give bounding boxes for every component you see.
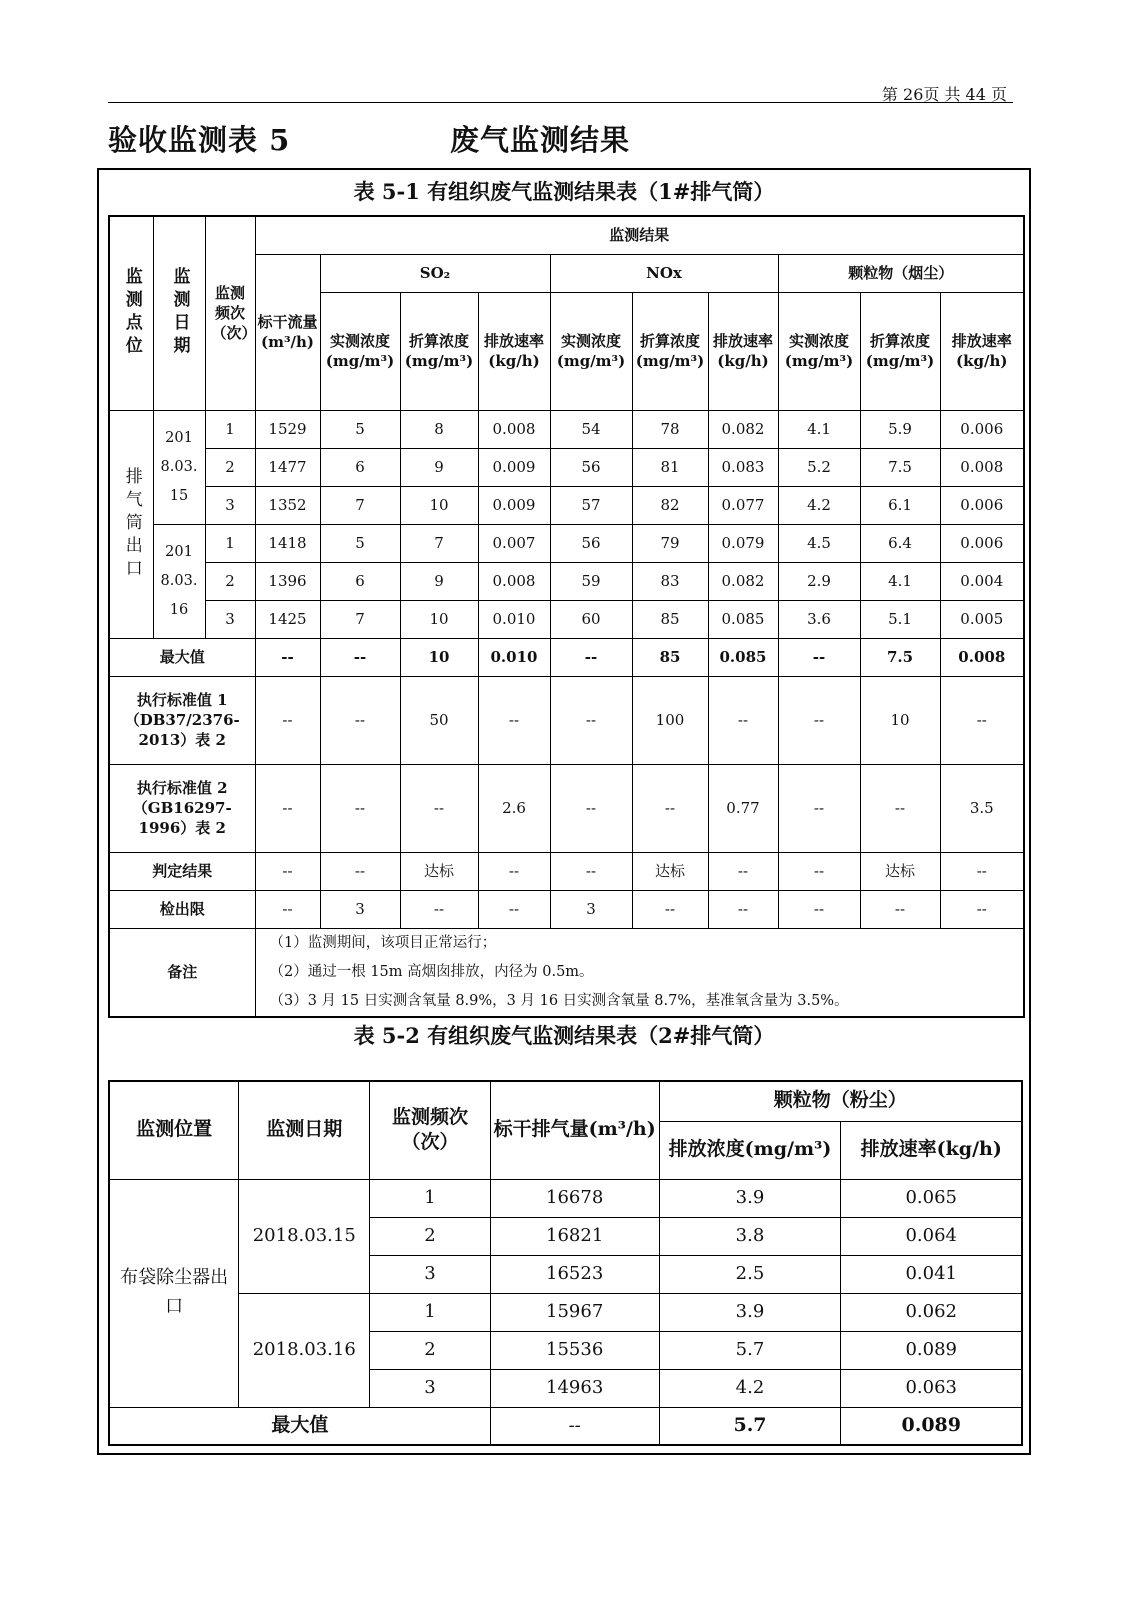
value-cell-so2-m: 5 xyxy=(320,410,400,448)
summary-cell: -- xyxy=(778,852,860,890)
value-cell-pm-c: 7.5 xyxy=(860,448,940,486)
summary-cell: 7.5 xyxy=(860,638,940,676)
summary-cell: 2.6 xyxy=(478,764,550,852)
value-cell-pm-c: 6.4 xyxy=(860,524,940,562)
value-cell-so2-m: 5 xyxy=(320,524,400,562)
value-cell-nox-r: 0.083 xyxy=(708,448,778,486)
remark-line: （2）通过一根 15m 高烟囱排放，内径为 0.5m。 xyxy=(269,963,594,980)
summary-cell: 达标 xyxy=(860,852,940,890)
header-flow: 标干流量(m³/h) xyxy=(255,254,320,410)
value-cell-flow: 16678 xyxy=(490,1179,659,1217)
summary-cell: -- xyxy=(778,890,860,928)
remark-line: （3）3 月 15 日实测含氧量 8.9%，3 月 16 日实测含氧量 8.7%，基准氧含量为 3.5%。 xyxy=(269,992,849,1009)
summary-cell: -- xyxy=(400,890,478,928)
t2-max-flow: -- xyxy=(490,1407,659,1445)
value-cell-so2-c: 9 xyxy=(400,448,478,486)
value-cell-flow: 1529 xyxy=(255,410,320,448)
summary-cell: -- xyxy=(632,764,708,852)
value-cell-flow: 16523 xyxy=(490,1255,659,1293)
section-number: 验收监测表 5 xyxy=(108,123,291,157)
summary-cell: -- xyxy=(478,676,550,764)
summary-cell: -- xyxy=(860,890,940,928)
date-cell: 2018.03.15 xyxy=(239,1179,370,1293)
value-cell-pm-m: 3.6 xyxy=(778,600,860,638)
t2-max-label: 最大值 xyxy=(109,1407,490,1445)
summary-cell: 10 xyxy=(860,676,940,764)
t2-header-flow: 标干排气量(m³/h) xyxy=(490,1081,659,1179)
value-cell-pm-c: 5.1 xyxy=(860,600,940,638)
summary-cell: -- xyxy=(550,638,632,676)
t2-header-rate: 排放速率(kg/h) xyxy=(841,1121,1022,1179)
value-cell-rate: 0.089 xyxy=(841,1331,1022,1369)
value-cell-so2-m: 6 xyxy=(320,562,400,600)
point-name-cell: 排气筒出口 xyxy=(109,410,153,638)
value-cell-nox-m: 57 xyxy=(550,486,632,524)
value-cell-pm-r: 0.006 xyxy=(940,410,1024,448)
summary-cell: 0.010 xyxy=(478,638,550,676)
value-cell-so2-r: 0.009 xyxy=(478,486,550,524)
value-cell-pm-r: 0.008 xyxy=(940,448,1024,486)
value-cell-so2-c: 7 xyxy=(400,524,478,562)
value-cell-so2-r: 0.007 xyxy=(478,524,550,562)
frequency-cell: 2 xyxy=(205,562,255,600)
value-cell-so2-c: 9 xyxy=(400,562,478,600)
header-so2-measured: 实测浓度(mg/m³) xyxy=(320,292,400,410)
value-cell-flow: 14963 xyxy=(490,1369,659,1407)
value-cell-flow: 15536 xyxy=(490,1331,659,1369)
table2-data-body xyxy=(109,1179,1022,1407)
value-cell-flow: 1352 xyxy=(255,486,320,524)
value-cell-conc: 3.9 xyxy=(659,1179,841,1217)
value-cell-so2-m: 7 xyxy=(320,486,400,524)
header-nox: NOx xyxy=(550,254,778,292)
summary-cell: -- xyxy=(255,890,320,928)
t2-max-rate: 0.089 xyxy=(841,1407,1022,1445)
header-nox-rate: 排放速率(kg/h) xyxy=(708,292,778,410)
summary-cell: -- xyxy=(478,890,550,928)
date-cell: 2018.03.15 xyxy=(153,410,205,524)
table-row xyxy=(109,562,1024,600)
summary-cell: 100 xyxy=(632,676,708,764)
value-cell-flow: 16821 xyxy=(490,1217,659,1255)
value-cell-flow: 1418 xyxy=(255,524,320,562)
summary-row xyxy=(109,676,1024,764)
table-row xyxy=(109,1179,1022,1217)
summary-label: 执行标准值 2（GB16297-1996）表 2 xyxy=(109,764,255,852)
value-cell-nox-c: 85 xyxy=(632,600,708,638)
value-cell-rate: 0.062 xyxy=(841,1293,1022,1331)
frequency-cell: 1 xyxy=(205,410,255,448)
table-row xyxy=(109,486,1024,524)
value-cell-n: 1 xyxy=(370,1179,491,1217)
value-cell-n: 1 xyxy=(370,1293,491,1331)
value-cell-rate: 0.041 xyxy=(841,1255,1022,1293)
summary-cell: 0.77 xyxy=(708,764,778,852)
summary-cell: -- xyxy=(255,764,320,852)
table-row xyxy=(109,600,1024,638)
value-cell-pm-m: 4.2 xyxy=(778,486,860,524)
header-nox-converted: 折算浓度(mg/m³) xyxy=(632,292,708,410)
value-cell-nox-c: 81 xyxy=(632,448,708,486)
summary-cell: 3.5 xyxy=(940,764,1024,852)
summary-label: 判定结果 xyxy=(109,852,255,890)
value-cell-nox-c: 82 xyxy=(632,486,708,524)
value-cell-pm-r: 0.006 xyxy=(940,486,1024,524)
section-title: 废气监测结果 xyxy=(450,123,631,157)
header-so2-converted: 折算浓度(mg/m³) xyxy=(400,292,478,410)
value-cell-nox-r: 0.082 xyxy=(708,410,778,448)
summary-cell: -- xyxy=(940,676,1024,764)
value-cell-nox-r: 0.079 xyxy=(708,524,778,562)
t2-header-conc: 排放浓度(mg/m³) xyxy=(659,1121,841,1179)
summary-cell: -- xyxy=(778,638,860,676)
date-cell: 2018.03.16 xyxy=(239,1293,370,1407)
summary-cell: 0.085 xyxy=(708,638,778,676)
value-cell-n: 3 xyxy=(370,1255,491,1293)
frequency-cell: 2 xyxy=(205,448,255,486)
remarks-cell xyxy=(255,928,1024,1017)
summary-label: 最大值 xyxy=(109,638,255,676)
value-cell-nox-m: 54 xyxy=(550,410,632,448)
header-results: 监测结果 xyxy=(255,216,1024,254)
value-cell-pm-r: 0.004 xyxy=(940,562,1024,600)
value-cell-so2-r: 0.010 xyxy=(478,600,550,638)
value-cell-so2-m: 7 xyxy=(320,600,400,638)
header-pm-converted: 折算浓度(mg/m³) xyxy=(860,292,940,410)
value-cell-pm-r: 0.005 xyxy=(940,600,1024,638)
value-cell-nox-c: 79 xyxy=(632,524,708,562)
value-cell-nox-m: 56 xyxy=(550,524,632,562)
summary-cell: -- xyxy=(320,638,400,676)
date-cell: 2018.03.16 xyxy=(153,524,205,638)
summary-cell: -- xyxy=(550,676,632,764)
value-cell-pm-m: 4.1 xyxy=(778,410,860,448)
value-cell-nox-c: 78 xyxy=(632,410,708,448)
value-cell-so2-c: 10 xyxy=(400,600,478,638)
summary-label: 检出限 xyxy=(109,890,255,928)
value-cell-rate: 0.063 xyxy=(841,1369,1022,1407)
summary-cell: 达标 xyxy=(632,852,708,890)
table1-summary-body xyxy=(109,638,1024,928)
value-cell-pm-m: 2.9 xyxy=(778,562,860,600)
summary-cell: -- xyxy=(478,852,550,890)
value-cell-n: 2 xyxy=(370,1331,491,1369)
t2-max-conc: 5.7 xyxy=(659,1407,841,1445)
table-row xyxy=(109,448,1024,486)
frequency-cell: 1 xyxy=(205,524,255,562)
value-cell-nox-m: 59 xyxy=(550,562,632,600)
header-pm-measured: 实测浓度(mg/m³) xyxy=(778,292,860,410)
value-cell-conc: 3.9 xyxy=(659,1293,841,1331)
summary-cell: 50 xyxy=(400,676,478,764)
header-so2-rate: 排放速率(kg/h) xyxy=(478,292,550,410)
t2-header-position: 监测位置 xyxy=(109,1081,239,1179)
summary-cell: -- xyxy=(320,676,400,764)
value-cell-rate: 0.064 xyxy=(841,1217,1022,1255)
value-cell-n: 3 xyxy=(370,1369,491,1407)
value-cell-flow: 15967 xyxy=(490,1293,659,1331)
value-cell-pm-c: 6.1 xyxy=(860,486,940,524)
summary-row xyxy=(109,852,1024,890)
value-cell-nox-m: 60 xyxy=(550,600,632,638)
header-so2: SO₂ xyxy=(320,254,550,292)
value-cell-pm-m: 4.5 xyxy=(778,524,860,562)
summary-cell: -- xyxy=(708,890,778,928)
table-row xyxy=(109,1293,1022,1331)
value-cell-flow: 1477 xyxy=(255,448,320,486)
summary-cell: -- xyxy=(778,764,860,852)
page-number: 第 26页 共 44 页 xyxy=(881,85,1007,104)
value-cell-rate: 0.065 xyxy=(841,1179,1022,1217)
summary-cell: 0.008 xyxy=(940,638,1024,676)
frequency-cell: 3 xyxy=(205,486,255,524)
value-cell-nox-c: 83 xyxy=(632,562,708,600)
summary-cell: -- xyxy=(708,852,778,890)
summary-cell: -- xyxy=(255,638,320,676)
value-cell-pm-m: 5.2 xyxy=(778,448,860,486)
table2-caption: 表 5-2 有组织废气监测结果表（2#排气筒） xyxy=(353,1023,775,1048)
summary-row xyxy=(109,890,1024,928)
summary-label: 执行标准值 1（DB37/2376-2013）表 2 xyxy=(109,676,255,764)
value-cell-conc: 2.5 xyxy=(659,1255,841,1293)
summary-cell: -- xyxy=(778,676,860,764)
summary-cell: -- xyxy=(708,676,778,764)
value-cell-so2-r: 0.009 xyxy=(478,448,550,486)
value-cell-conc: 5.7 xyxy=(659,1331,841,1369)
summary-cell: -- xyxy=(320,764,400,852)
table2 xyxy=(108,1080,1023,1446)
t2-header-pm: 颗粒物（粉尘） xyxy=(659,1081,1022,1121)
summary-cell: -- xyxy=(255,852,320,890)
value-cell-n: 2 xyxy=(370,1217,491,1255)
summary-cell: -- xyxy=(550,764,632,852)
value-cell-so2-c: 10 xyxy=(400,486,478,524)
header-pm-rate: 排放速率(kg/h) xyxy=(940,292,1024,410)
summary-cell: -- xyxy=(550,852,632,890)
position-cell: 布袋除尘器出口 xyxy=(109,1179,239,1407)
summary-cell: -- xyxy=(860,764,940,852)
value-cell-nox-m: 56 xyxy=(550,448,632,486)
value-cell-conc: 4.2 xyxy=(659,1369,841,1407)
table1-data-body xyxy=(109,410,1024,638)
value-cell-pm-c: 4.1 xyxy=(860,562,940,600)
remarks-label: 备注 xyxy=(109,928,255,1017)
summary-row xyxy=(109,764,1024,852)
header-rule xyxy=(108,102,1013,103)
value-cell-so2-r: 0.008 xyxy=(478,410,550,448)
value-cell-nox-r: 0.077 xyxy=(708,486,778,524)
value-cell-so2-m: 6 xyxy=(320,448,400,486)
summary-row xyxy=(109,638,1024,676)
table1-caption: 表 5-1 有组织废气监测结果表（1#排气筒） xyxy=(353,179,775,204)
header-pm: 颗粒物（烟尘） xyxy=(778,254,1024,292)
summary-cell: 3 xyxy=(320,890,400,928)
summary-cell: -- xyxy=(400,764,478,852)
value-cell-so2-r: 0.008 xyxy=(478,562,550,600)
t2-header-frequency: 监测频次（次） xyxy=(370,1081,491,1179)
summary-cell: 3 xyxy=(550,890,632,928)
value-cell-flow: 1425 xyxy=(255,600,320,638)
t2-header-date: 监测日期 xyxy=(239,1081,370,1179)
header-point: 监测点位 xyxy=(109,216,153,410)
summary-cell: -- xyxy=(632,890,708,928)
value-cell-conc: 3.8 xyxy=(659,1217,841,1255)
value-cell-nox-r: 0.082 xyxy=(708,562,778,600)
header-date: 监测日期 xyxy=(153,216,205,410)
summary-cell: -- xyxy=(320,852,400,890)
value-cell-nox-r: 0.085 xyxy=(708,600,778,638)
table-row xyxy=(109,524,1024,562)
summary-cell: -- xyxy=(940,852,1024,890)
remark-line: （1）监测期间，该项目正常运行； xyxy=(269,934,497,951)
header-frequency: 监测频次（次） xyxy=(205,216,255,410)
summary-cell: 10 xyxy=(400,638,478,676)
summary-cell: -- xyxy=(255,676,320,764)
value-cell-pm-r: 0.006 xyxy=(940,524,1024,562)
table1 xyxy=(108,215,1025,1018)
summary-cell: -- xyxy=(940,890,1024,928)
value-cell-so2-c: 8 xyxy=(400,410,478,448)
header-nox-measured: 实测浓度(mg/m³) xyxy=(550,292,632,410)
summary-cell: 达标 xyxy=(400,852,478,890)
value-cell-pm-c: 5.9 xyxy=(860,410,940,448)
frequency-cell: 3 xyxy=(205,600,255,638)
table-row xyxy=(109,410,1024,448)
value-cell-flow: 1396 xyxy=(255,562,320,600)
summary-cell: 85 xyxy=(632,638,708,676)
